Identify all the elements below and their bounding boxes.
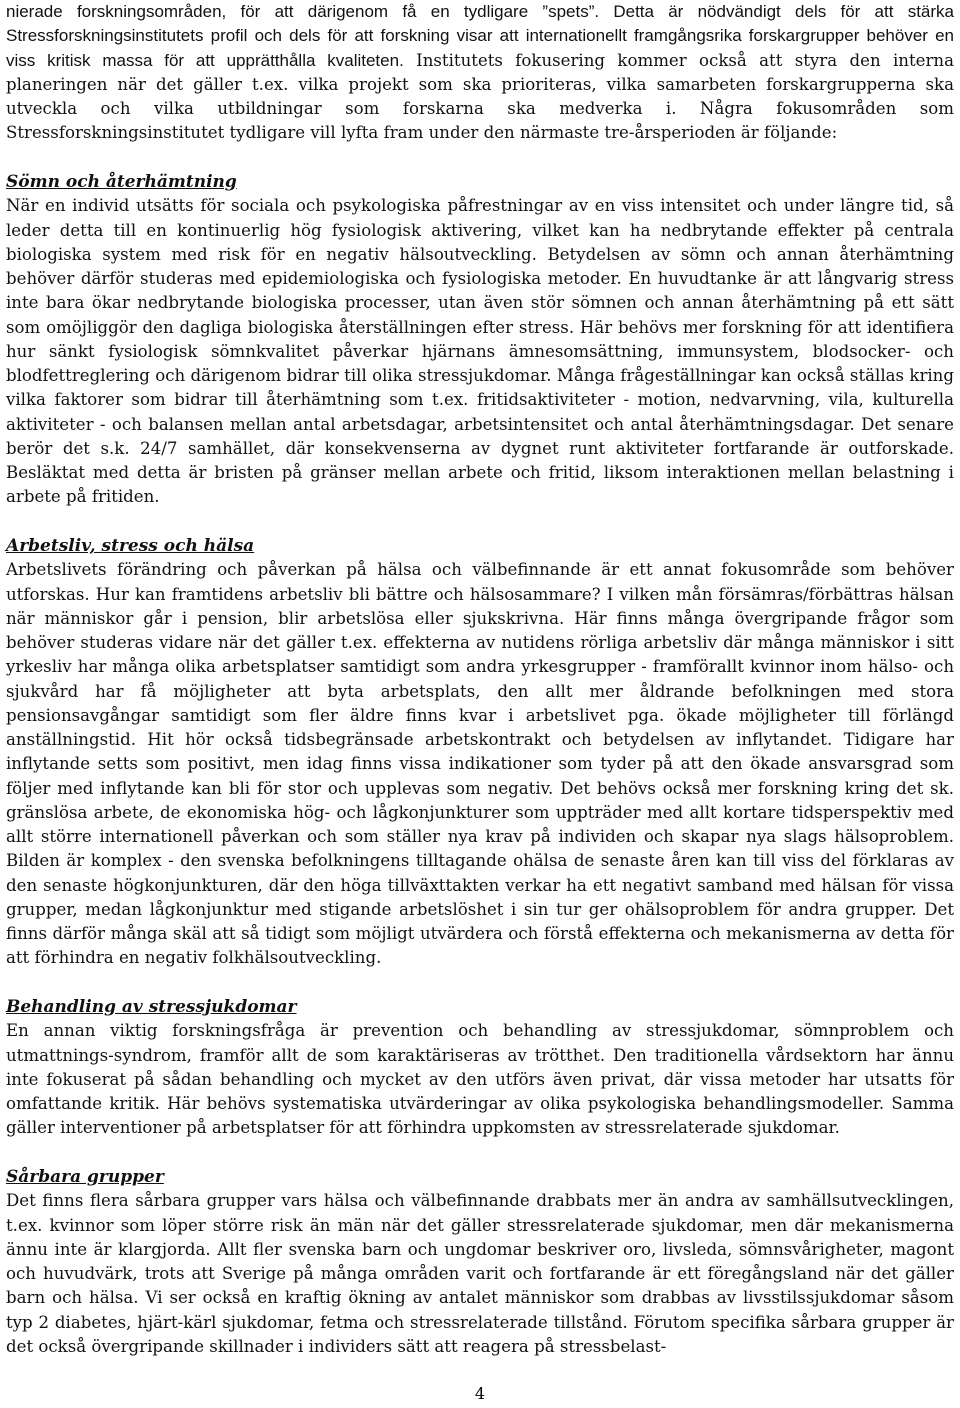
section-sleep-recovery: [6, 170, 954, 510]
section-worklife-stress-health: [6, 534, 954, 971]
document-page: [6, 0, 954, 1359]
section-vulnerable-groups: [6, 1165, 954, 1359]
section-body: Det finns flera sårbara grupper vars hälsa och välbefinnande drabbats mer än andra av samhällsutvecklingen, t.ex. kvinnor som löper större risk än män när det gäller stressrelaterade sjukdomar, men där mekanismerna ännu inte är klargjorda. Allt fler svenska barn och ungdomar beskriver oro, livsleda, sömnsvårigheter, magont och huvudvärk, trots att Sverige på många områden varit och fortfarande är ett föregångsland när det gäller barn och hälsa. Vi ser också en kraftig ökning av antalet människor som drabbas av livsstilssjukdomar såsom typ 2 diabetes, hjärt-kärl sjukdomar, fetma och stressrelaterade tillstånd. Förutom specifika sårbara grupper är det också övergripande skillnader i individers sätt att reagera på stressbelast-: [6, 1191, 954, 1356]
section-body: En annan viktig forskningsfråga är prevention och behandling av stressjukdomar, sömnproblem och utmattnings-syndrom, framför allt de som karaktäriseras av trötthet. Den traditionella vårdsektorn har ännu inte fokuserat på sådan behandling och mycket av den utförs även privat, där vissa metoder har utsatts för omfattande kritik. Här behövs systematiska utvärderingar av olika psykologiska behandlingsmodeller. Samma gäller interventioner på arbetsplatser för att förhindra uppkomsten av stressrelaterade sjukdomar.: [6, 1021, 954, 1138]
section-heading: Sömn och återhämtning: [6, 172, 237, 192]
section-heading: Sårbara grupper: [6, 1167, 164, 1187]
section-heading: Behandling av stressjukdomar: [6, 997, 297, 1017]
intro-paragraph: [6, 0, 954, 146]
intro-sans-text: nierade forskningsområden, för att därigenom få en tydligare ”spets”. Detta är nödvändigt dels för att stärka Stressforskningsinstitutets profil och dels för att forskning visar att internationellt framgångsrika forskargrupper behöver en viss kritisk massa för att upprätthålla kvaliteten.: [6, 2, 954, 70]
section-treatment: [6, 995, 954, 1141]
section-heading: Arbetsliv, stress och hälsa: [6, 536, 255, 556]
section-body: När en individ utsätts för sociala och psykologiska påfrestningar av en viss intensitet och under längre tid, så leder detta till en kontinuerlig hög fysiologisk aktivering, vilket kan ha nedbrytande effekter på centrala biologiska system med risk för en negativ hälsoutveckling. Betydelsen av sömn och annan återhämtning behöver därför studeras med epidemiologiska och fysiologiska metoder. En huvudtanke är att långvarig stress inte bara ökar nedbrytande biologiska processer, utan även stör sömnen och annan återhämtning på ett sätt som omöjliggör den dagliga biologiska återställningen efter stress. Här behövs mer forskning för att identifiera hur sänkt fysiologisk sömnkvalitet påverkar hjärnans ämnesomsättning, immunsystem, blodsocker- och blodfettreglering och därigenom bidrar till olika stressjukdomar. Många frågeställningar kan också ställas kring vilka faktorer som bidrar till återhämtning som t.ex. fritidsaktiviteter - motion, nedvarvning, vila, kulturella aktiviteter - och balansen mellan antal arbetsdagar, arbetsintensitet och antal återhämtningsdagar. Det senare berör det s.k. 24/7 samhället, där konsekvenserna av dygnet runt aktiviteter fortfarande är outforskade. Besläktat med detta är bristen på gränser mellan arbete och fritid, liksom interaktionen mellan belastning i arbete på fritiden.: [6, 196, 954, 507]
page-number: 4: [474, 1384, 486, 1403]
intro-serif-text: Institutets fokusering kommer också att styra den interna planeringen när det gäller t.ex. vilka projekt som ska prioriteras, vilka samarbeten forskargrupperna ska utveckla och vilka utbildningar som forskarna ska medverka i. Några fokusområden som Stressforskningsinstitutet tydligare vill lyfta fram under den närmaste tre-årsperioden är följande:: [6, 50, 954, 143]
section-body: Arbetslivets förändring och påverkan på hälsa och välbefinnande är ett annat fokusområde som behöver utforskas. Hur kan framtidens arbetsliv bli bättre och hälsosammare? I vilken mån försämras/förbättras hälsan när människor går i pension, blir arbetslösa eller sjukskrivna. Här finns många övergripande frågor som behöver studeras vidare när det gäller t.ex. effekterna av nutidens rörliga arbetsliv där många människor i sitt yrkesliv har många olika arbetsplatser samtidigt som andra yrkesgrupper - framförallt kvinnor inom hälso- och sjukvård har få möjligheter att byta arbetsplats, den allt mer åldrande befolkningen med stora pensionsavgångar samtidigt som fler äldre finns kvar i arbetslivet pga. ökade möjligheter till förlängd anställningstid. Hit hör också tidsbegränsade arbetskontrakt och betydelsen av inflytandet. Tidigare har inflytande setts som positivt, men idag finns vissa indikationer som tyder på att den ökade ansvarsgrad som följer med inflytande kan bli för stor och upplevas som negativ. Det behövs också mer forskning kring det sk. gränslösa arbete, de ekonomiska hög- och lågkonjunkturer som uppträder med allt kortare tidsperspektiv med allt större internationell påverkan och som ställer nya krav på individen och skapar nya slags hälsoproblem. Bilden är komplex - den svenska befolkningens tilltagande ohälsa de senaste åren kan till viss del förklaras av den senaste högkonjunkturen, där den höga tillväxttakten verkar ha ett negativt samband med hälsan för vissa grupper, medan lågkonjunktur med stigande arbetslöshet i sin tur ger ohälsoproblem för andra grupper. Det finns därför många skäl att så tidigt som möjligt utvärdera och förstå effekterna och mekanismerna av detta för att förhindra en negativ folkhälsoutveckling.: [6, 560, 954, 968]
